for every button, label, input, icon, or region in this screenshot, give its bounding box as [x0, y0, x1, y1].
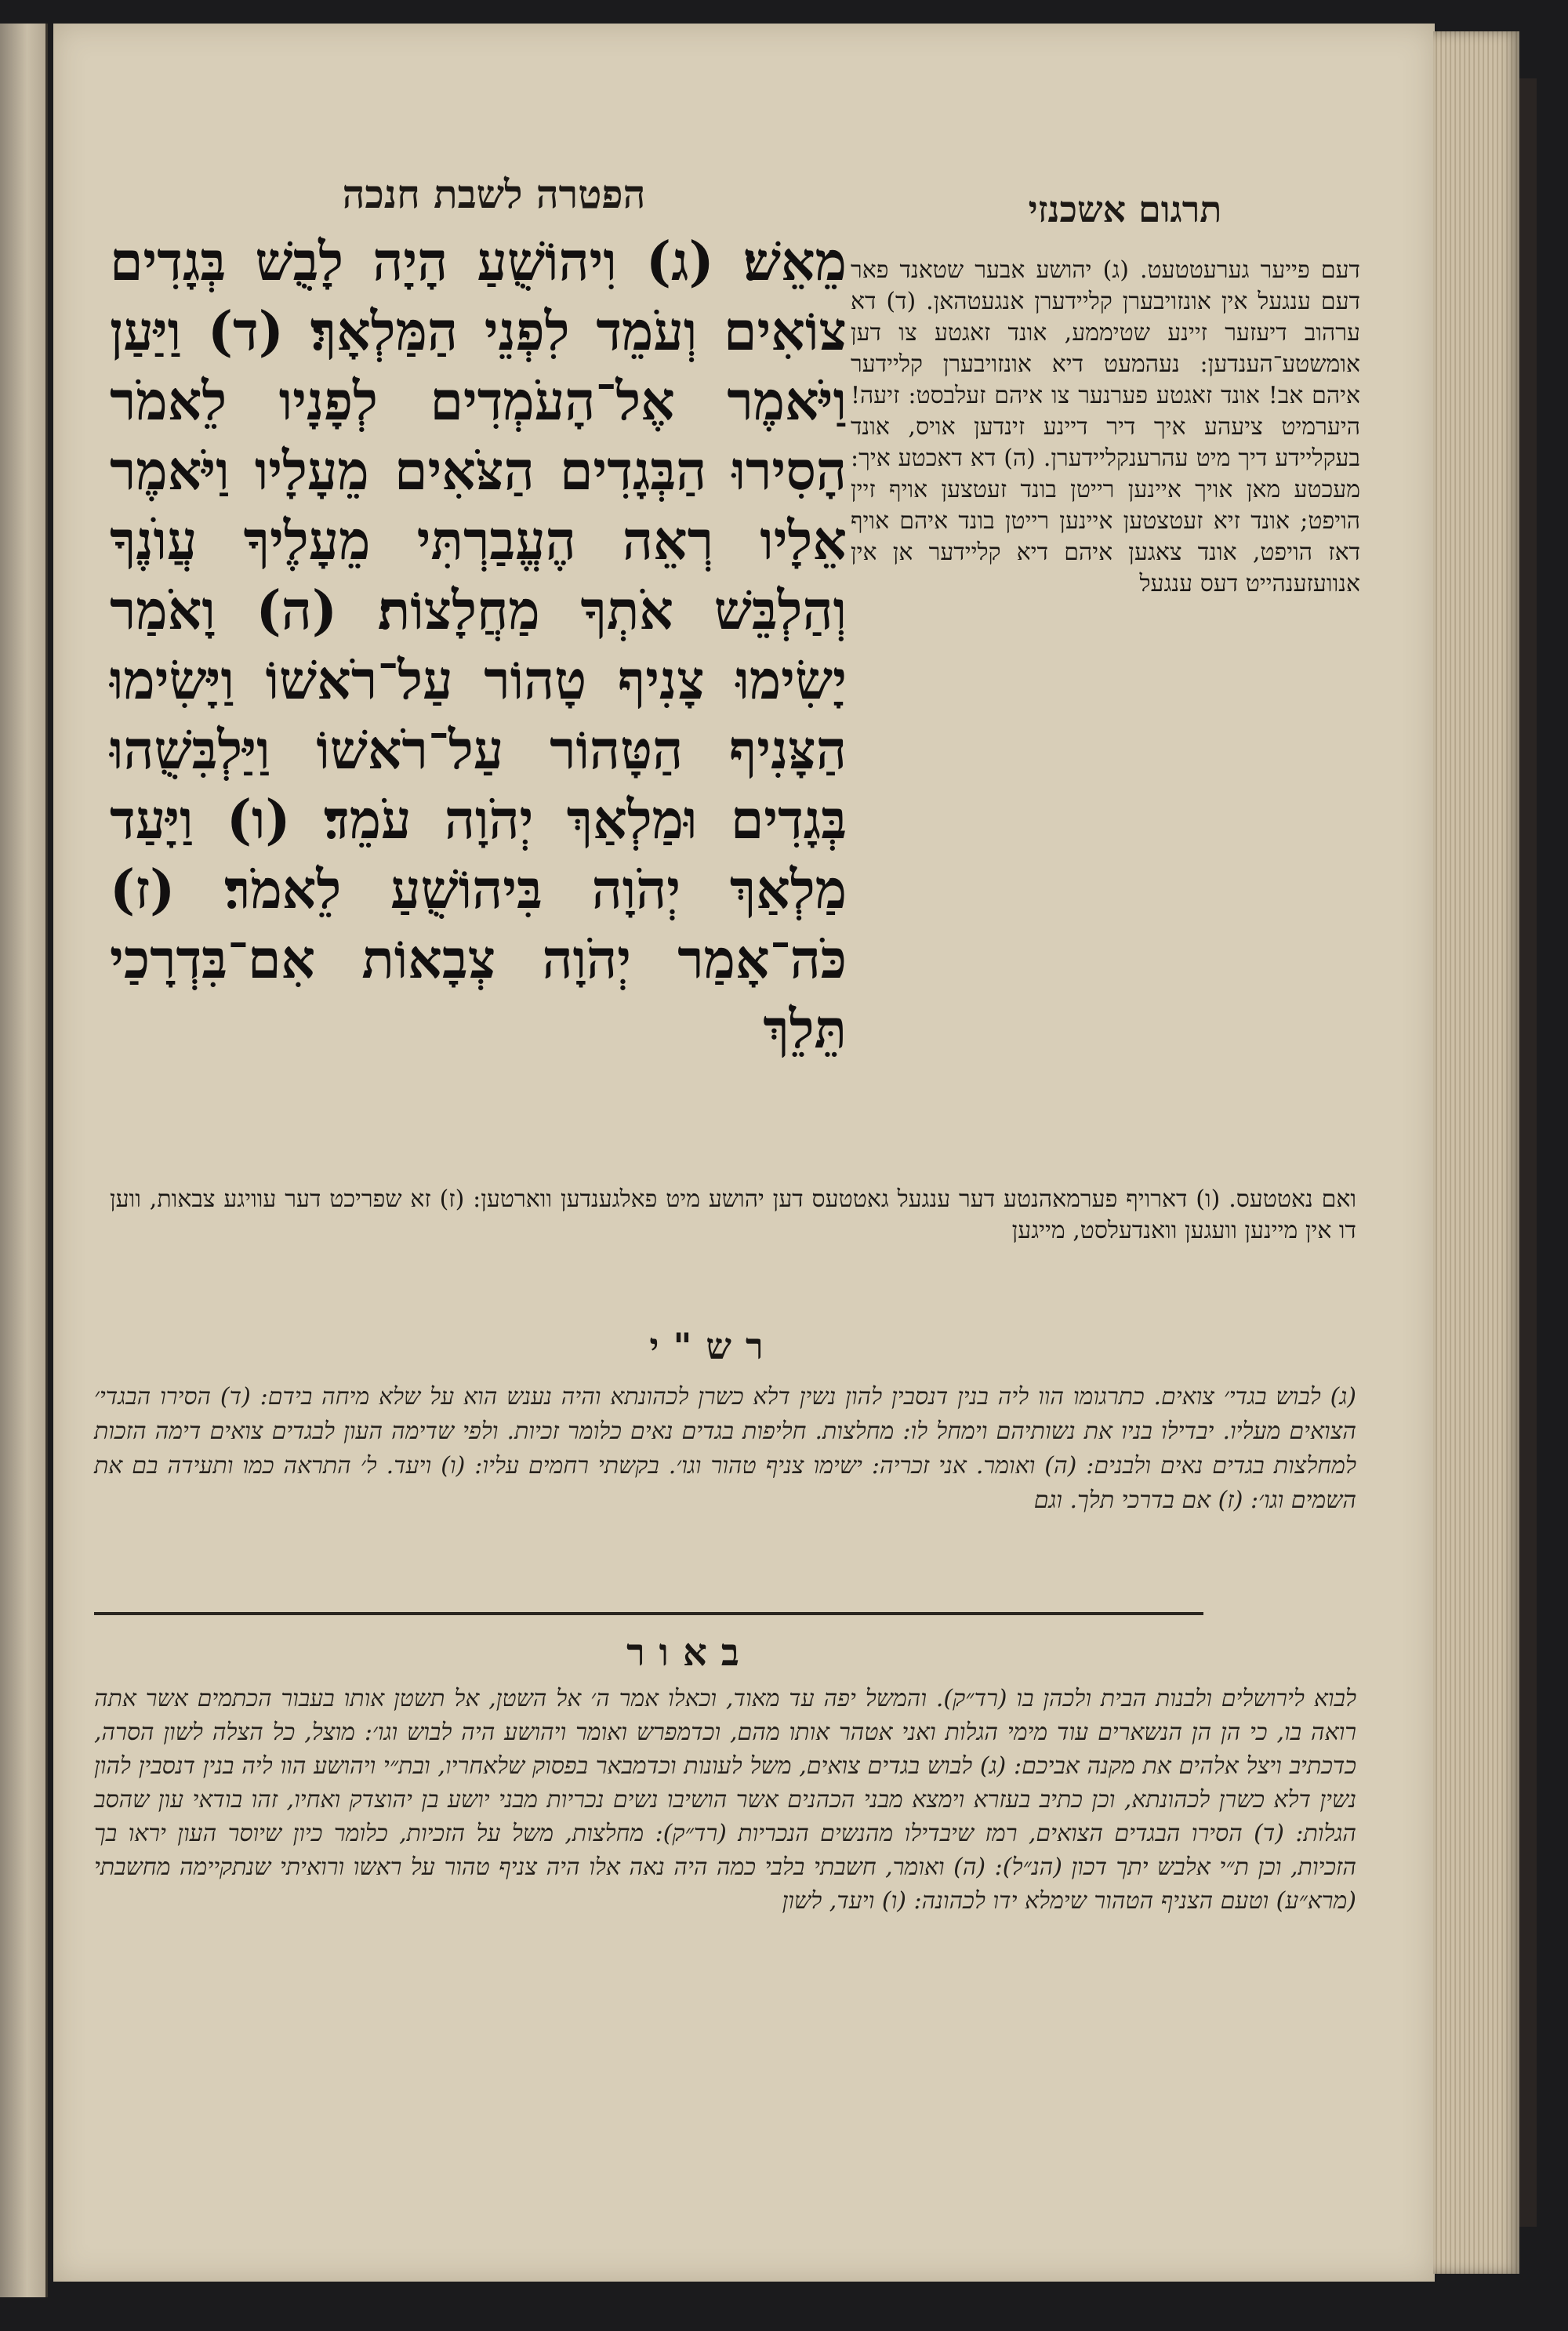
rashi-paragraph: (ג) לבוש בגדי׳ צואים. כתרגומו הוו ליה בנין דנסבין להון נשין דלא כשרן לכהונתא והיה נענש הוא על שלא מיחה בידם: (ד) הסירו הבגדי׳ הצואים מעליו. יבדילו בניו את נשותיהם וימחל לו: מחלצות. חליפות בגדים נאים כלומר זכיות. ולפי שדימה העון לבגדים צואים דימה הזכות למחלצות בגדים נאים ולבנים: (ה) ואומר. אני זכריה: ישימו צניף טהור וגו׳. בקשתי רחמים עליו: (ו) ויעד. ל׳ התראה כמו ותעידה בם את השמים וגו׳: (ז) אם בדרכי תלך. וגם	[94, 1383, 1356, 1514]
left-page-edge	[0, 24, 48, 2297]
targum-paragraph: דעם פייער גערעטטעט. (ג) יהושע אבער שטאנד פאר דעם ענגעל אין אונזויבערן קליידערן אנגעטהאן. (ד) דא ערהוב דיעזער זיינע שטיממע, אונד זאגטע צו דען אומשטע־הענדען: נעהמעט דיא אונזויבערן קליידער איהם אב! אונד זאגטע פערנער צו איהם זעלבסט: זיעה! היערמיט ציעהע איך דיר דיינע זינדען אויס, אונד בעקליידע דיך מיט עהרענקליידערן. (ה) דא דאכטע איך: מעכטע מאן אויך איינען רייטן בונד זעטצען אויף זיין הויפט; אונד זיא זעטצטען איינען רייטן בונד איהם אויף דאז הויפט, אונד צאגען איהם דיא קליידער אן אין אנוועזענהייט דעס ענגעל	[851, 256, 1360, 597]
beur-paragraph: לבוא לירושלים ולבנות הבית ולכהן בו (רד״ק). והמשל יפה עד מאוד, וכאלו אמר ה׳ אל השטן, אל תשטן אותו בעבור הכתמים אשר אתה רואה בו, כי הן הן הנשארים עוד מימי הגלות ואני אטהר אותו מהם, וכדמפרש ואומר ויהושע היה לבוש וגו׳: מוצל, כל הצלה לשון הסרה, כדכתיב ויצל אלהים את מקנה אביכם: (ג) לבוש בגדים צואים, משל לעונות וכדמבאר בפסוק שלאחריו, ובת״י ויהושע הוו ליה בנין דנסבין להון נשין דלא כשרן לכהונתא, וכן כתיב בעזרא וימצא מבני הכהנים אשר הושיבו נשים נכריות מבני יושע בן יהוצדק ואחיו, זהו בודאי עון שהסב הגלות: (ד) הסירו הבגדים הצואים, רמז שיבדילו מהנשים הנכריות (רד״ק): מחלצות, משל על הזכיות, כלומר כיון שיוסר העון יראו בך הזכיות, וכן ת״י אלבש יתך דכון (הנ״ל): (ה) ואומר, חשבתי בלבי כמה היה נאה אלו היה צניף טהור על ראשו ורואיתי שנתקיימה מחשבתי (מרא״ע) וטעם הצניף הטהור שימלא ידו לכהונה: (ו) ויעד, לשון	[94, 1685, 1356, 1915]
targum-continuation	[110, 1184, 1356, 1302]
page-stack-edges	[1433, 31, 1519, 2274]
targum-header: תרגום אשכנזי	[1028, 188, 1222, 231]
haftarah-header: הפטרה לשבת חנכה	[342, 171, 646, 217]
main-hebrew-paragraph: מֵאֵשׁ׃ (ג) וִיהוֹשֻׁעַ הָיָה לָבֻשׁ בְּגָדִים צוֹאִים וְעֹמֵד לִפְנֵי הַמַּלְאָךְ׃ (ד) וַיַּעַן וַיֹּאמֶר אֶל־הָעֹמְדִים לְפָנָיו לֵאמֹר הָסִירוּ הַבְּגָדִים הַצֹּאִים מֵעָלָיו וַיֹּאמֶר אֵלָיו רְאֵה הֶעֱבַרְתִּי מֵעָלֶיךָ עֲוֺנֶךָ וְהַלְבֵּשׁ אֹתְךָ מַחֲלָצוֹת׃ (ה) וָאֹמַר יָשִׂימוּ צָנִיף טָהוֹר עַל־רֹאשׁוֹ וַיָּשִׂימוּ הַצָּנִיף הַטָּהוֹר עַל־רֹאשׁוֹ וַיַּלְבִּשֻׁהוּ בְּגָדִים וּמַלְאַךְ יְהֹוָה עֹמֵד׃ (ו) וַיָּעַד מַלְאַךְ יְהֹוָה בִּיהוֹשֻׁעַ לֵאמֹר׃ (ז) כֹּה־אָמַר יְהֹוָה צְבָאוֹת אִם־בִּדְרָכַי תֵּלֵךְ	[110, 231, 847, 1061]
beur-commentary	[94, 1682, 1356, 2090]
section-divider	[94, 1612, 1203, 1615]
rashi-commentary	[94, 1380, 1356, 1592]
main-hebrew-text	[110, 227, 847, 1176]
targum-continuation-paragraph: ואם נאטטעס. (ו) דארויף פערמאהנטע דער ענגעל גאטטעס דען יהושע מיט פאלגענדען ווארטען: (ז) זא שפריכט דער עוויגע צבאות, ווען דו אין מיינען וועגען וואנדעלסט, מייגען	[110, 1185, 1356, 1244]
book-cover-edge	[1519, 78, 1537, 2227]
beur-title: באור	[626, 1631, 753, 1675]
targum-column	[851, 255, 1360, 1184]
rashi-title: רש"י	[649, 1325, 778, 1367]
